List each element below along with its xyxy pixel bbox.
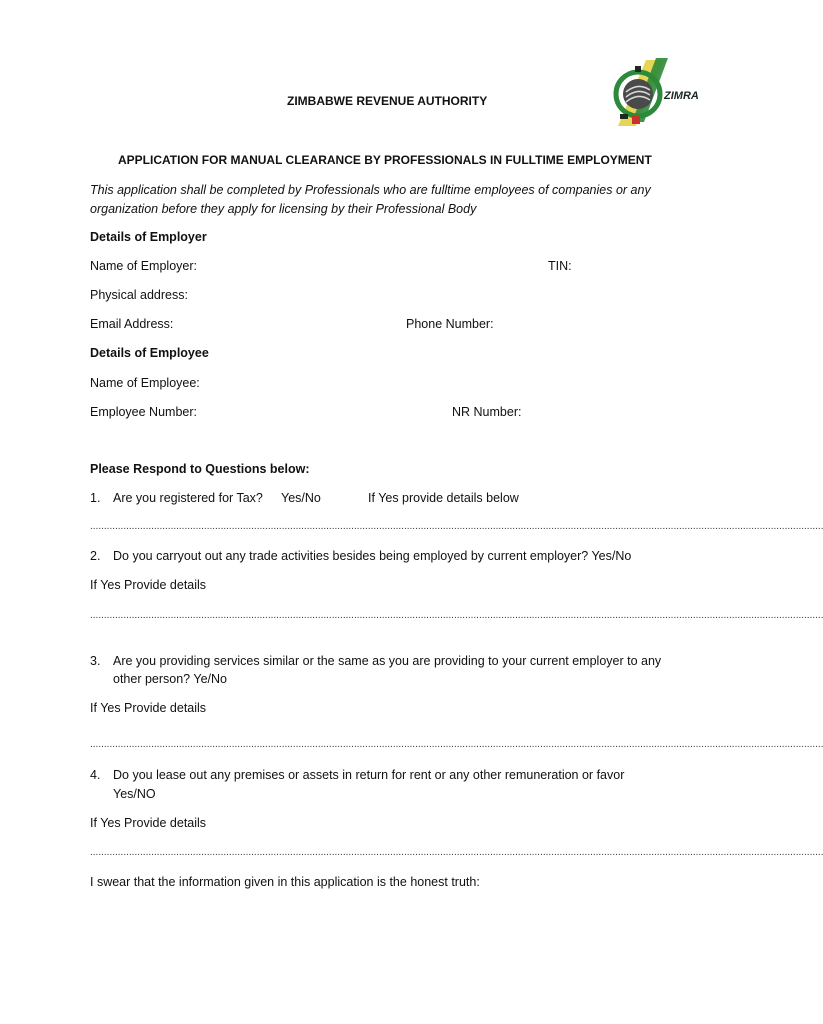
employee-number-label: Employee Number: [90, 405, 197, 419]
logo-text: ZIMRA [664, 90, 699, 102]
answer-dotted-line[interactable]: ........................................................................................................................................................................................................................................................................ [90, 847, 823, 858]
questions-heading: Please Respond to Questions below: [90, 462, 310, 476]
form-intro: This application shall be completed by Professionals who are fulltime employees of companies or any organization before they apply for licensing by their Professional Body [90, 183, 651, 216]
question-text-continued: Yes/NO [113, 787, 156, 801]
employee-nr-label: NR Number: [452, 405, 522, 419]
question-text: Do you lease out any premises or assets in return for rent or any other remuneration or favor [113, 768, 625, 782]
employer-address-label: Physical address: [90, 288, 188, 302]
question-followup: If Yes Provide details [90, 701, 207, 715]
question-text: Are you providing services similar or the same as you are providing to your current employer to any [113, 654, 662, 668]
employer-name-label: Name of Employer: [90, 259, 197, 273]
employer-phone-label: Phone Number: [406, 317, 494, 331]
question-number: 1. [90, 491, 101, 505]
question-number: 2. [90, 549, 101, 563]
employee-name-label: Name of Employee: [90, 376, 200, 390]
employer-tin-label: TIN: [548, 259, 572, 273]
question-followup: If Yes Provide details [90, 578, 207, 592]
employer-email-label: Email Address: [90, 317, 174, 331]
answer-dotted-line[interactable]: ........................................................................................................................................................................................................................................................................ [90, 610, 823, 621]
question-text-continued: other person? Ye/No [113, 672, 227, 686]
declaration-text: I swear that the information given in this application is the honest truth: [90, 875, 480, 889]
question-text: Are you registered for Tax? [113, 491, 263, 505]
employer-heading: Details of Employer [90, 230, 207, 244]
employee-heading: Details of Employee [90, 346, 209, 360]
question-answer-options: Yes/No [281, 491, 321, 505]
answer-dotted-line[interactable]: ........................................................................................................................................................................................................................................................................ [90, 739, 823, 750]
question-text: Do you carryout out any trade activities besides being employed by current employer? Yes/No [113, 549, 632, 563]
question-followup: If Yes Provide details [90, 816, 207, 830]
form-title: APPLICATION FOR MANUAL CLEARANCE BY PROFESSIONALS IN FULLTIME EMPLOYMENT [118, 153, 652, 167]
question-extra: If Yes provide details below [368, 491, 519, 505]
question-number: 3. [90, 654, 101, 668]
answer-dotted-line[interactable]: ........................................................................................................................................................................................................................................................................ [90, 521, 823, 532]
authority-title: ZIMBABWE REVENUE AUTHORITY [287, 94, 488, 108]
question-number: 4. [90, 768, 101, 782]
